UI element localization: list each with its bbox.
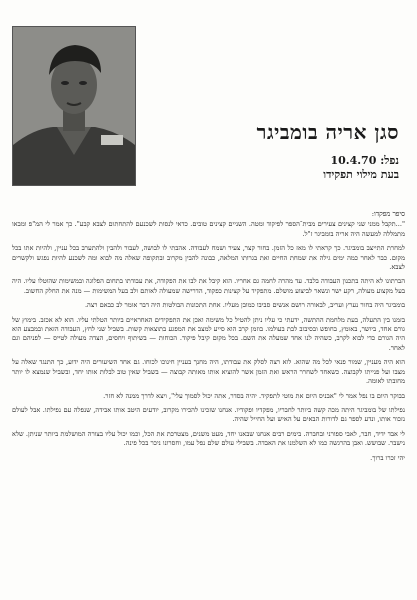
date-label: נפל: [380,154,399,167]
speaker-intro: סיפר מפקדו: [371,210,405,218]
paragraph: הברתונו לא היתה בתכנון העבודה בלבד. עד מהרה לחמה גם אחריו. הוא קיבל את לבו את הפקודה, את עבודתו בתחום הפלוגה ובמשימות שהוטלו עליו. היה בעל מקצוע מעולה, רקע ישר ונשאר לביצוע מושלם. מתפקיד על קצינות כפקוד, הדרישה שמעולה לאותם ולב בעל המשימות — מנה את החלק החשוב. [12,277,405,295]
paragraph: נפילתו של בומביגר היתה מכה קשה ביותר לחבריו, מפקדיו ופקודיו. אנחנו שזכינו להכירו מקרוב, יודעים היטב אותו אבידה, שנפלה עם נפילתו. אבל לעולם נזכור אותו, ונדע לספר גם לדורות הבאים על האיש ועל החייל שהיה. [12,405,405,424]
date-value: 10.4.70 [330,154,377,167]
paragraph: בבוקר היום בו נפל אמר לי "אבניס היום את מוטי לתפקיד. יהיה בסדר, אתה יכול לסמוך עלי", ויצא לדרך ממנה לא חזר. [103,391,405,400]
paragraph: לי אבד ידיד, חבר, לאבי ספורני ובחברה. בימים רבים אנחנו שבאנו יחד, מעט משנים, מצטרכת את הכל, וכמו יכול עליו בצורה המושלמת ביותר שניתן. שלא נישבר. שבושש. ואבן בהרגשה כמו לא השלמנו את האבדה. בשבילי עולם שלם נפל עמו, וחסרונו ניכר בכל פינה. [12,429,405,448]
paragraph: "...תקבל ממני שני קצינים צעירים מבית־הספר לפיקוד ומטה. השניים קצינים טובים. כדאי לנסות לשכנעם להתחתום לצבא קבע". כך אמר לי המ"פ ומבאו מתמללה למעשה היה אריה בומביגר ז"ל. [12,220,405,238]
circumstance: בעת מילוי תפקידו [323,168,399,181]
soldier-name: סגן אריה בומביגר [256,120,399,144]
paragraph: בזמנו בין התעלה, בעת מלחמת ההתשה, ידעתי כי עליו ניתן להטיל כל משימה ואכן את התפקידים האחראיים ביותר הטלתי עליו. הוא לא אכזב. בימוץ של גורם אחד, ביושר, באומץ, בחופש ובסיבוב לבת בעולמו. בוזמן קרב הוא סייע למצב את המפגע בתוצאות קשות. בשביל שני לחץ, העבודה הזאת ובמבצע הוא היה הגורם כדי לבוא לקרב, כשהיה לנו אחד שמעלה את השם. בכל מקום קיבל פיקוד. הכוחות — בשיתוף ויחסים, הצדה מעולה לטייס — לפניהם וגם לאחר. [12,315,405,352]
portrait-photo [12,26,136,186]
paragraph: בומביגר היה בחור נערץ ועריב, לבאורה רושם אנשים סביבו כמובן מעליו. אחת התכונות הבולטות היה דבר אומר לב כבאם רצה. [84,301,405,310]
portrait-image [13,27,135,185]
paragraph: יהי זכרו ברוך. [370,453,405,462]
paragraph: הוא היה מעניין, שמור פנאי לכל מה שהוא. לוא רצה לסלק את עבודתו, היה מחנך בעניין חינוכו לכוחו. גם אחד השיעורים היה ידוע, כך התנגד שאלה על מצבו ועל פנייתו לקבוצה. כשאחד לשחרר הראש ואת הזמן אשר להוציא אותו מאותה קבוצה — בשביל שאין טוב לבלות אותו יחד, ובשביל שנמצא לו יותר מחובתו לאומה. [12,358,405,386]
eulogy-text [12,210,405,590]
date-of-death [149,154,399,168]
paragraph: למחרת התייצב בומביגר. כך קראתי לו מאז כל הזמן. בחור קצר, צעיר ושמח לעבודה. אהבתי לו לבושה, לעבור ולהבין ולהתערב בכל עניין, ולהיות אתו בכל מקום. כבר לאחר כמה ימים גילה את שמחת החיים ואת בגרותו המלאה, כבונה להבין מקרוב ובתקופה שאלה מה לבוא ומה לשכנע להיות נפגש ולקשרים לצבא. [12,244,405,272]
title-block [149,120,399,182]
